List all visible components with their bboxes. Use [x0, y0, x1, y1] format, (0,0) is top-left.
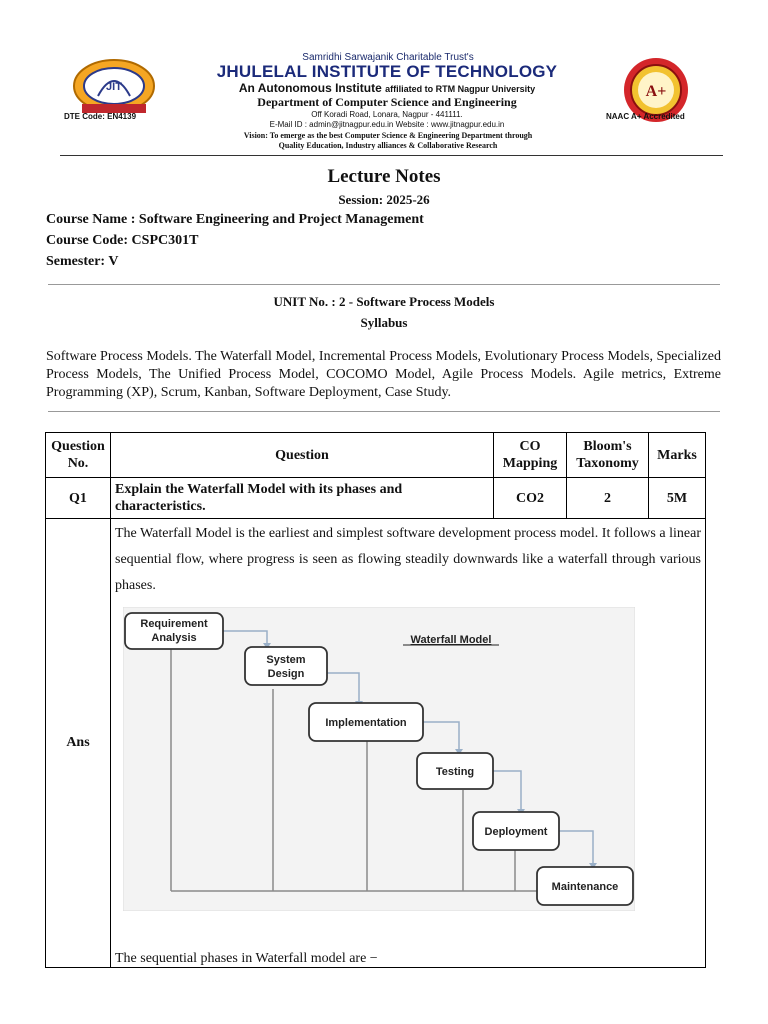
phase-system-line1: System — [266, 654, 306, 666]
address: Off Koradi Road, Lonara, Nagpur - 441111. — [311, 110, 463, 119]
vision-statement — [150, 131, 626, 151]
blooms-level: 2 — [567, 478, 649, 519]
header-marks: Marks — [649, 433, 706, 478]
semester: Semester: V — [46, 254, 119, 269]
diagram-title: Waterfall Model — [410, 634, 492, 646]
answer-cell — [111, 519, 706, 968]
phase-maintenance-label: Maintenance — [551, 881, 619, 893]
jit-logo-icon — [68, 56, 160, 120]
header-co-mapping: CO Mapping — [494, 433, 567, 478]
phase-testing-label: Testing — [435, 766, 475, 778]
phase-requirement-line2: Analysis — [151, 632, 197, 644]
header-blooms: Bloom's Taxonomy — [567, 433, 649, 478]
affiliation: affiliated to RTM Nagpur University — [385, 84, 536, 94]
syllabus-heading: Syllabus — [360, 315, 408, 330]
header-question: Question — [111, 433, 494, 478]
page-title: Lecture Notes — [327, 166, 441, 187]
table-header-row — [46, 433, 706, 478]
dte-code: DTE Code: EN4139 — [64, 112, 137, 121]
autonomous-line — [162, 81, 612, 95]
vision-line-1: Vision: To emerge as the best Computer Science & Engineering Department through — [243, 131, 533, 140]
diagram-background — [123, 607, 635, 911]
course-name: Course Name : Software Engineering and Project Management — [46, 212, 424, 227]
institute-header — [50, 48, 726, 152]
autonomous-label: An Autonomous Institute — [238, 81, 382, 95]
marks: 5M — [649, 478, 706, 519]
divider — [48, 284, 720, 285]
phase-system-line2: Design — [267, 668, 305, 680]
answer-label: Ans — [46, 519, 111, 968]
answer-paragraph: The Waterfall Model is the earliest and simplest software development process model. It follows a linear sequential flow, where progress is seen as flowing steadily downwards like a waterfall through various phases. — [115, 526, 701, 593]
svg-text:A+: A+ — [645, 83, 667, 100]
vision-line-2: Quality Education, Industry alliances & Collaborative Research — [278, 141, 498, 150]
svg-text:JIT: JIT — [106, 81, 122, 93]
answer-row — [46, 519, 706, 968]
unit-heading: UNIT No. : 2 - Software Process Models — [273, 294, 495, 309]
phase-deployment-label: Deployment — [484, 826, 548, 838]
email-website: E-Mail ID : admin@jitnagpur.edu.in Website : www.jitnagpur.edu.in — [269, 120, 505, 129]
course-code: Course Code: CSPC301T — [46, 233, 199, 248]
syllabus-text: Software Process Models. The Waterfall Model, Incremental Process Models, Evolutionary Process Models, Specialized Process Models, The Unified Process Model, COCOMO Model, Agile Process Models. Agile metrics, Extreme Programming (XP), Scrum, Kanban, Software Deployment, Case Study. — [46, 349, 721, 400]
divider — [48, 411, 720, 412]
institute-name: JHULELAL INSTITUTE OF TECHNOLOGY — [216, 62, 558, 81]
question-table — [45, 432, 706, 968]
trust-name: Samridhi Sarwajanik Charitable Trust's — [302, 52, 474, 63]
question-text: Explain the Waterfall Model with its phases and characteristics. — [111, 478, 494, 519]
answer-footer: The sequential phases in Waterfall model are − — [115, 951, 378, 966]
co-mapping: CO2 — [494, 478, 567, 519]
question-number: Q1 — [46, 478, 111, 519]
header-divider — [60, 155, 723, 156]
phase-implementation-label: Implementation — [325, 717, 407, 729]
waterfall-diagram — [123, 607, 635, 911]
table-row — [46, 478, 706, 519]
phase-requirement-line1: Requirement — [140, 618, 208, 630]
session: Session: 2025-26 — [338, 192, 430, 207]
header-question-no: Question No. — [46, 433, 111, 478]
department-name: Department of Computer Science and Engineering — [257, 95, 517, 109]
naac-accreditation: NAAC A+ Accredited — [606, 112, 685, 121]
